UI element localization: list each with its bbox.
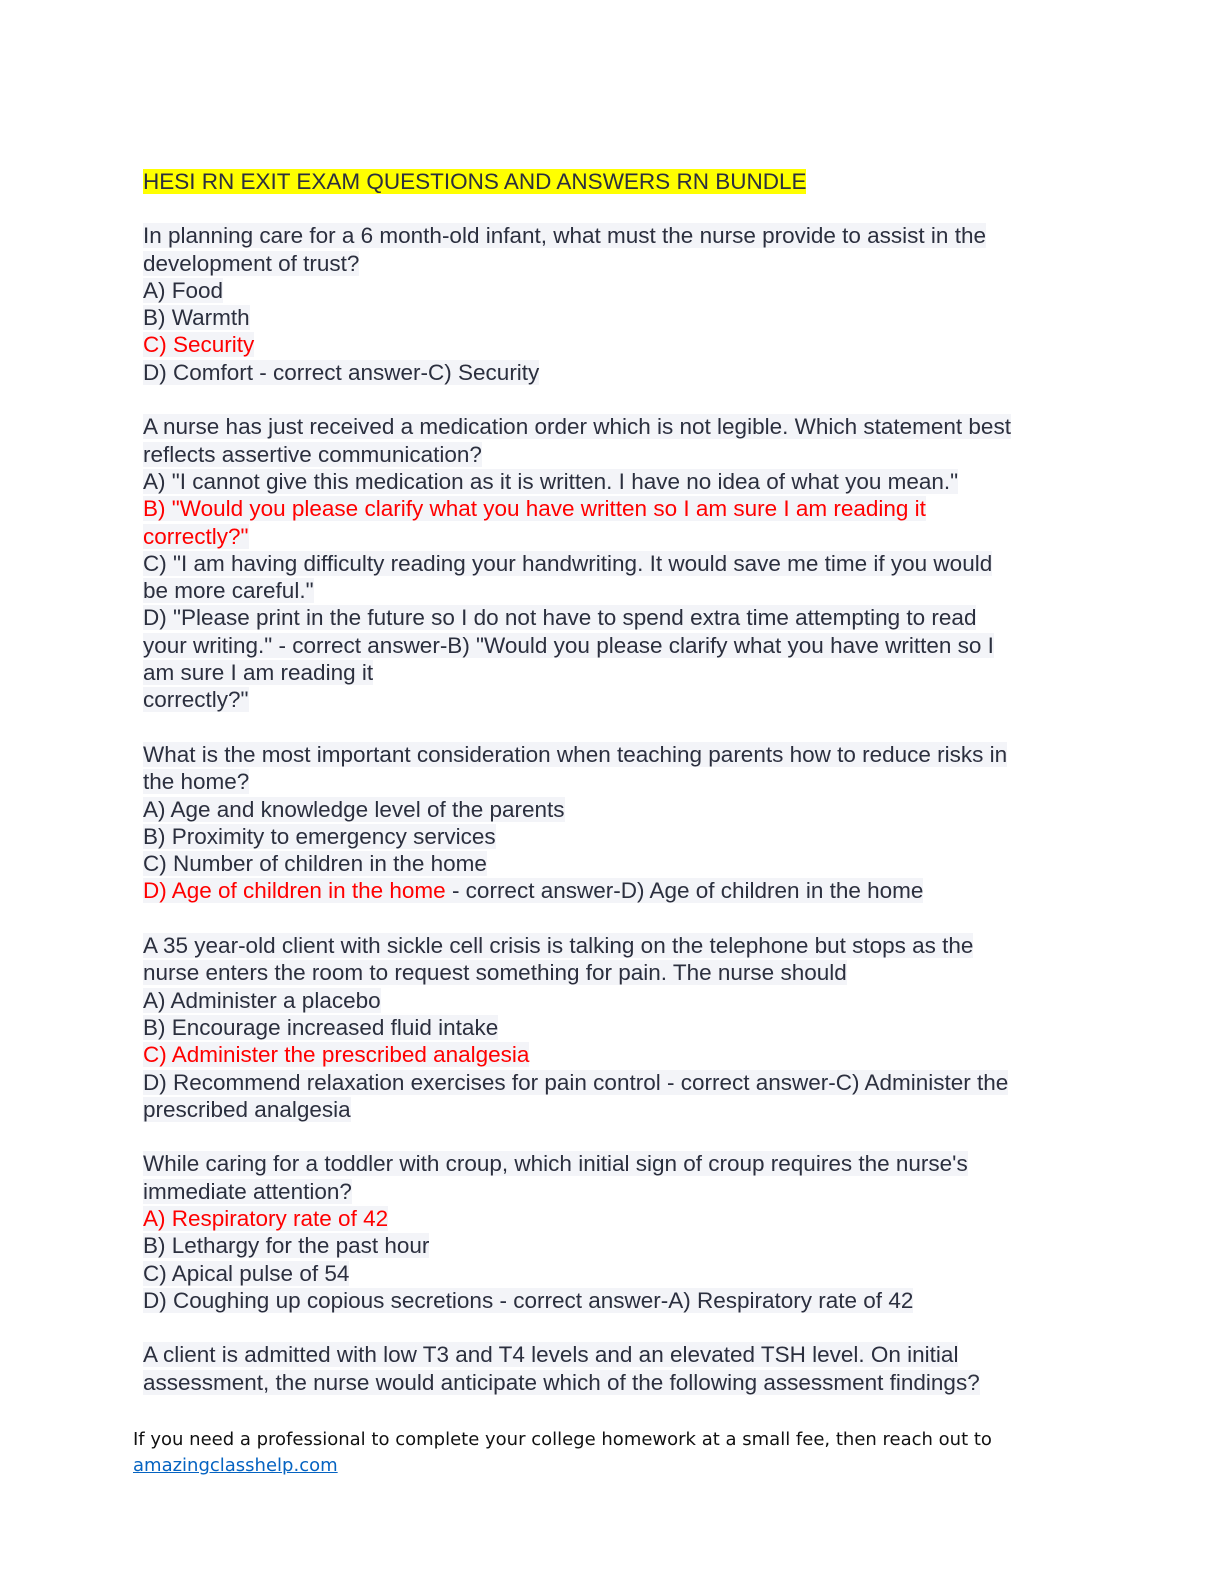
question-stem-line: In planning care for a 6 month-old infant, what must the nurse provide to assist in the <box>143 223 986 249</box>
option-c: C) Number of children in the home <box>143 851 487 877</box>
option-b-correct: B) "Would you please clarify what you have written so I am sure I am reading it <box>143 496 926 522</box>
footer-promo <box>133 1427 1093 1479</box>
question-stem-line: A nurse has just received a medication order which is not legible. Which statement best <box>143 414 1011 440</box>
question-stem-line: the home? <box>143 769 250 795</box>
option-d-answer: D) Recommend relaxation exercises for pain control - correct answer-C) Administer the <box>143 1069 1009 1095</box>
option-d: D) "Please print in the future so I do not have to spend extra time attempting to read <box>143 605 977 631</box>
question-stem-line: development of trust? <box>143 250 360 276</box>
option-a: A) Age and knowledge level of the parents <box>143 796 565 822</box>
question-3 <box>143 741 1073 905</box>
question-stem-line: A client is admitted with low T3 and T4 levels and an elevated TSH level. On initial <box>143 1342 959 1368</box>
option-b: B) Lethargy for the past hour <box>143 1233 430 1259</box>
option-d-answer-cont: prescribed analgesia <box>143 1096 351 1122</box>
option-d-answer-cont: am sure I am reading it <box>143 660 374 686</box>
question-4 <box>143 932 1073 1123</box>
question-stem-line: assessment, the nurse would anticipate which of the following assessment findings? <box>143 1369 980 1395</box>
question-stem-line: What is the most important consideration when teaching parents how to reduce risks in <box>143 741 1008 767</box>
document-title: HESI RN EXIT EXAM QUESTIONS AND ANSWERS RN BUNDLE <box>143 169 807 194</box>
option-d-answer: - correct answer-D) Age of children in the home <box>445 878 924 904</box>
footer-link[interactable]: amazingclasshelp.com <box>133 1455 338 1476</box>
question-stem-line: immediate attention? <box>143 1178 352 1204</box>
option-c: C) Apical pulse of 54 <box>143 1260 350 1286</box>
document-content <box>143 168 1073 1423</box>
question-stem-line: While caring for a toddler with croup, which initial sign of croup requires the nurse's <box>143 1151 968 1177</box>
footer-text: If you need a professional to complete your college homework at a small fee, then reach out to <box>133 1429 992 1450</box>
option-c-correct: C) Security <box>143 332 255 358</box>
option-d-answer: D) Comfort - correct answer-C) Security <box>143 359 540 385</box>
option-b: B) Proximity to emergency services <box>143 823 496 849</box>
option-c-cont: be more careful." <box>143 578 314 604</box>
option-c-correct: C) Administer the prescribed analgesia <box>143 1042 530 1068</box>
option-b: B) Warmth <box>143 305 250 331</box>
question-1 <box>143 222 1073 386</box>
option-b: B) Encourage increased fluid intake <box>143 1014 499 1040</box>
option-a: A) Food <box>143 277 224 303</box>
option-d-answer: D) Coughing up copious secretions - correct answer-A) Respiratory rate of 42 <box>143 1287 914 1313</box>
option-d-answer-cont: correctly?" <box>143 687 249 713</box>
title-line <box>143 168 1073 195</box>
question-2 <box>143 413 1073 713</box>
question-stem-line: nurse enters the room to request something for pain. The nurse should <box>143 960 847 986</box>
question-5 <box>143 1150 1073 1314</box>
option-d-correct: D) Age of children in the home <box>143 878 446 904</box>
option-b-correct-cont: correctly?" <box>143 523 249 549</box>
question-stem-line: A 35 year-old client with sickle cell crisis is talking on the telephone but stops as the <box>143 933 974 959</box>
question-6 <box>143 1341 1073 1396</box>
option-c: C) "I am having difficulty reading your handwriting. It would save me time if you would <box>143 550 993 576</box>
option-a: A) "I cannot give this medication as it is written. I have no idea of what you mean." <box>143 468 959 494</box>
option-a-correct: A) Respiratory rate of 42 <box>143 1205 389 1231</box>
question-stem-line: reflects assertive communication? <box>143 441 482 467</box>
option-a: A) Administer a placebo <box>143 987 381 1013</box>
option-d-answer: your writing." - correct answer-B) "Would you please clarify what you have written so I <box>143 632 994 658</box>
